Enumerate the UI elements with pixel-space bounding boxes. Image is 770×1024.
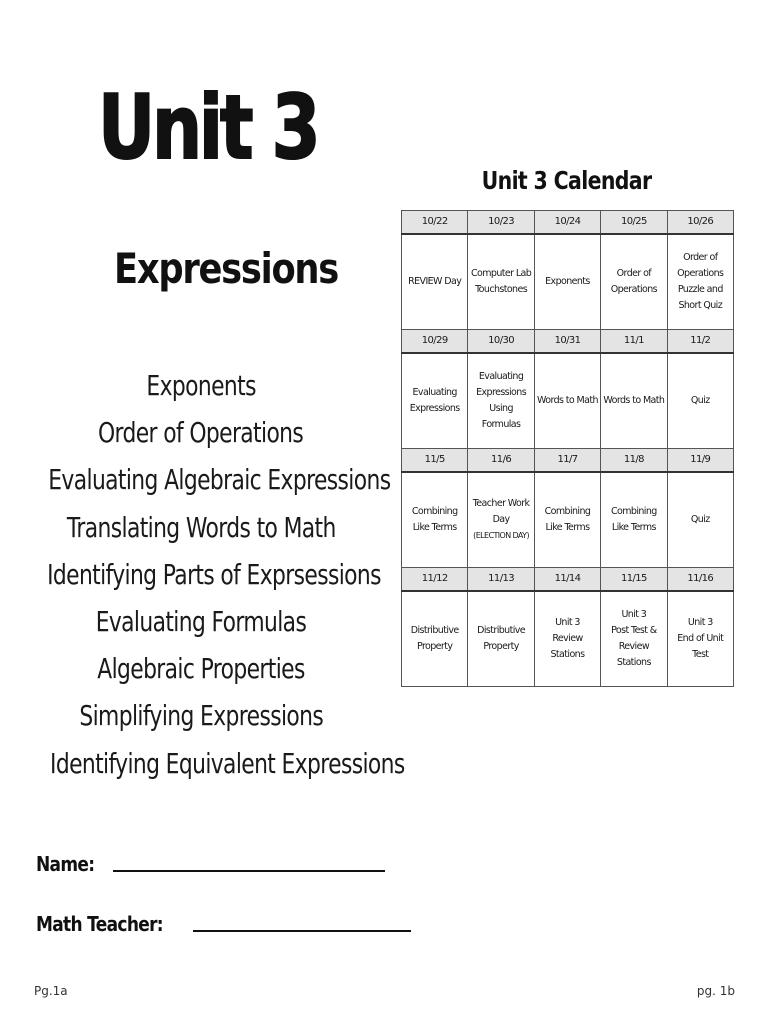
activity-line: Touchstones	[475, 284, 528, 295]
activity-line: Words to Math	[603, 395, 665, 406]
teacher-field[interactable]	[36, 912, 411, 936]
activity-line: Computer Lab	[470, 268, 532, 279]
activity-line: Evaluating	[478, 371, 524, 382]
calendar-activity	[667, 234, 733, 330]
calendar-activity	[667, 353, 733, 449]
page-number-left: Pg.1a	[34, 984, 68, 998]
calendar-date-row	[402, 568, 734, 592]
activity-line: Like Terms	[412, 522, 457, 533]
calendar-activity	[601, 353, 667, 449]
calendar-activity-row	[402, 353, 734, 449]
activity-line: Quiz	[690, 395, 710, 406]
calendar-activity	[601, 234, 667, 330]
topic-item: Identifying Parts of Exprsessions	[47, 557, 381, 591]
page-number-right: pg. 1b	[696, 984, 735, 998]
calendar-date: 11/13	[468, 568, 534, 592]
calendar-activity-row	[402, 472, 734, 568]
activity-line: Evaluating	[412, 387, 457, 398]
activity-line: Combining	[411, 506, 458, 517]
calendar-date: 10/31	[534, 330, 600, 354]
calendar-activity	[534, 234, 600, 330]
name-field[interactable]	[36, 852, 385, 876]
calendar-date-row	[402, 211, 734, 235]
activity-line: Day	[492, 514, 510, 525]
unit-calendar	[401, 210, 734, 687]
activity-line: Distributive	[410, 625, 459, 636]
activity-line: Expressions	[476, 387, 527, 398]
activity-line: Stations	[550, 649, 585, 660]
activity-line: Unit 3	[555, 617, 580, 628]
activity-line: REVIEW Day	[408, 276, 462, 287]
topic-item: Evaluating Formulas	[95, 605, 307, 639]
activity-line: Like Terms	[545, 522, 590, 533]
activity-line: Using Formulas	[481, 403, 521, 430]
activity-line: Stations	[616, 657, 651, 668]
calendar-activity	[534, 353, 600, 449]
calendar-date-row	[402, 449, 734, 473]
calendar-date: 11/12	[402, 568, 468, 592]
calendar-date: 11/14	[534, 568, 600, 592]
calendar-activity	[468, 353, 534, 449]
calendar-date: 10/24	[534, 211, 600, 235]
teacher-label: Math Teacher:	[36, 912, 163, 936]
topic-item: Simplifying Expressions	[79, 699, 323, 733]
activity-line: Like Terms	[611, 522, 656, 533]
topic-item: Algebraic Properties	[97, 652, 305, 686]
activity-line: Unit 3	[687, 617, 713, 628]
name-blank-line[interactable]	[113, 869, 385, 872]
calendar-activity	[601, 591, 667, 687]
calendar-date: 11/2	[667, 330, 733, 354]
calendar-date: 11/15	[601, 568, 667, 592]
calendar-activity	[667, 591, 733, 687]
calendar-activity	[667, 472, 733, 568]
calendar-date: 10/29	[402, 330, 468, 354]
calendar-activity	[534, 591, 600, 687]
calendar-activity	[601, 472, 667, 568]
calendar-activity	[534, 472, 600, 568]
calendar-date: 11/9	[667, 449, 733, 473]
calendar-date: 11/5	[402, 449, 468, 473]
activity-line: Distributive	[477, 625, 526, 636]
calendar-date: 10/25	[601, 211, 667, 235]
calendar-date: 10/23	[468, 211, 534, 235]
activity-line: Exponents	[545, 276, 590, 287]
name-label: Name:	[36, 852, 95, 876]
calendar-activity	[402, 234, 468, 330]
topic-item: Exponents	[146, 369, 256, 402]
calendar-activity	[402, 472, 468, 568]
activity-line: Short Quiz	[678, 300, 723, 311]
calendar-date: 11/6	[468, 449, 534, 473]
activity-line: Unit 3	[621, 609, 647, 620]
calendar-date: 10/26	[667, 211, 733, 235]
activity-line: Review	[552, 633, 583, 644]
topic-list	[0, 362, 405, 787]
activity-line: Expressions	[409, 403, 460, 414]
activity-line: Operations	[677, 268, 724, 279]
activity-line: (ELECTION DAY)	[473, 531, 529, 540]
activity-line: Property	[483, 641, 519, 652]
activity-line: Post Test &	[611, 625, 657, 636]
activity-line: Operations	[610, 284, 657, 295]
activity-line: Teacher Work	[472, 498, 530, 509]
unit-subtitle: Expressions	[114, 244, 339, 293]
unit-title: Unit 3	[98, 76, 318, 179]
calendar-activity-row	[402, 591, 734, 687]
calendar-date: 11/16	[667, 568, 733, 592]
activity-line: Order of	[616, 268, 652, 279]
calendar-date: 11/8	[601, 449, 667, 473]
activity-line: End of Unit Test	[677, 633, 724, 660]
calendar-date: 10/22	[402, 211, 468, 235]
topic-item: Translating Words to Math	[66, 510, 336, 544]
calendar-title: Unit 3 Calendar	[481, 166, 652, 195]
calendar-activity	[468, 472, 534, 568]
calendar-activity-row	[402, 234, 734, 330]
topic-item: Evaluating Algebraic Expressions	[48, 463, 391, 497]
activity-line: Order of	[683, 252, 718, 263]
topic-item: Order of Operations	[98, 416, 304, 450]
activity-line: Quiz	[690, 514, 710, 525]
calendar-date: 11/1	[601, 330, 667, 354]
calendar-activity	[468, 591, 534, 687]
activity-line: Words to Math	[537, 395, 598, 406]
activity-line: Puzzle and	[677, 284, 723, 295]
calendar-activity	[402, 591, 468, 687]
activity-line: Review	[618, 641, 650, 652]
teacher-blank-line[interactable]	[193, 929, 411, 932]
calendar-activity	[468, 234, 534, 330]
calendar-activity	[402, 353, 468, 449]
activity-line: Combining	[611, 506, 657, 517]
calendar-date: 11/7	[534, 449, 600, 473]
calendar-date: 10/30	[468, 330, 534, 354]
topic-item: Identifying Equivalent Expressions	[50, 746, 405, 780]
activity-line: Combining	[544, 506, 591, 517]
calendar-date-row	[402, 330, 734, 354]
activity-line: Property	[416, 641, 453, 652]
